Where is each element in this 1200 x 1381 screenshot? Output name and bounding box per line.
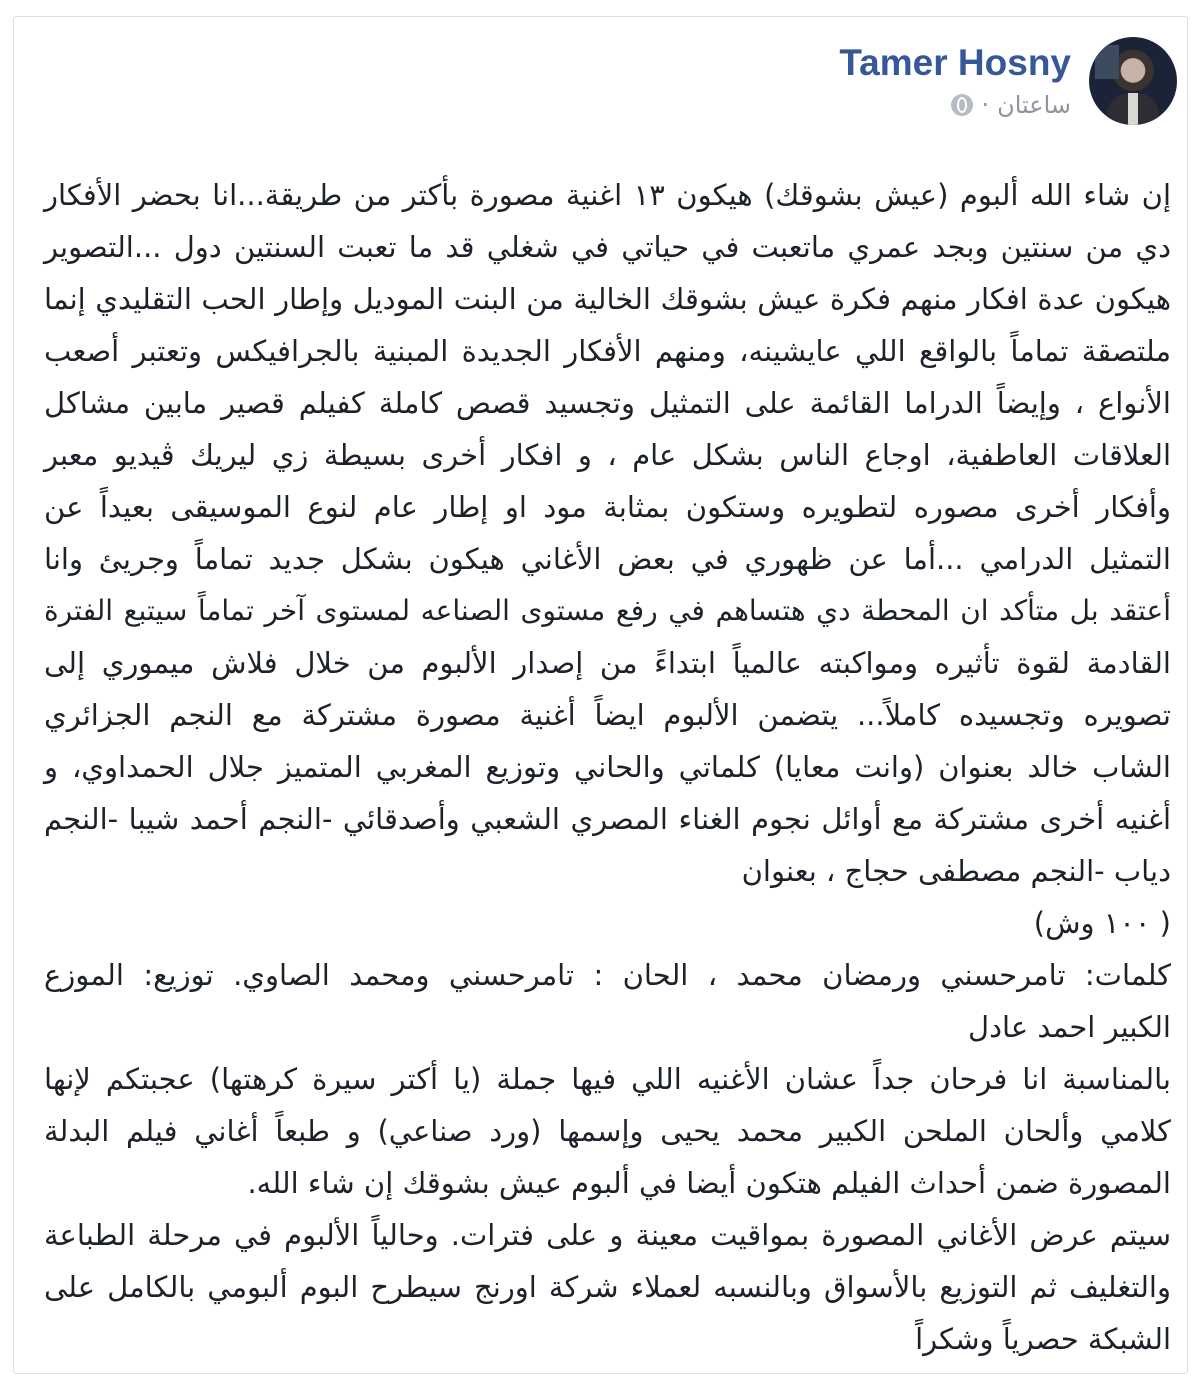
post-text-line: ( ١٠٠ وش) — [1033, 906, 1171, 940]
post-text-line: القادمة لقوة تأثيره ومواكبته عالمياً ابتداءً من إصدار الألبوم من خلال فلاش ميموري إلى — [44, 646, 1171, 680]
post-text-line: العلاقات العاطفية، اوجاع الناس بشكل عام ، و افكار أخرى بسيطة زي ليريك ڤيديو معبر — [44, 438, 1171, 472]
post-text-line: الشبكة حصرياً وشكراً — [915, 1322, 1171, 1356]
post-text-line: التمثيل الدرامي ...أما عن ظهوري في بعض الأغاني هيكون بشكل جديد تماماً وجريئ وانا — [44, 542, 1171, 576]
post-text-line: سيتم عرض الأغاني المصورة بمواقيت معينة و على فترات. وحالياً الألبوم في مرحلة الطباعة — [44, 1218, 1171, 1252]
post-text-line: دياب -النجم مصطفى حجاج ، بعنوان — [741, 854, 1171, 888]
post-text-line: الأنواع ، وإيضاً الدراما القائمة على التمثيل وتجسيد قصص كاملة كفيلم قصير مابين مشاكل — [44, 386, 1171, 420]
avatar-background-poster — [1095, 45, 1119, 79]
post-header — [839, 37, 1177, 125]
author-avatar[interactable] — [1089, 37, 1177, 125]
post-timestamp[interactable]: ساعتان — [997, 91, 1071, 119]
author-name-link[interactable]: Tamer Hosny — [839, 42, 1071, 83]
meta-separator: · — [981, 91, 990, 119]
post-text-line: إن شاء الله ألبوم (عيش بشوقك) هيكون ١٣ اغنية مصورة بأكتر من طريقة...انا بحضر الأفكار — [44, 178, 1172, 212]
post-text-line: ملتصقة تماماً بالواقع اللي عايشينه، ومنهم الأفكار الجديدة المبنية بالجرافيكس وتعتبر أصعب — [44, 334, 1171, 368]
facebook-post-card — [13, 16, 1188, 1374]
post-text-line: تصويره وتجسيده كاملاً... يتضمن الألبوم ايضاً أغنية مصورة مشتركة مع النجم الجزائري — [44, 698, 1171, 732]
globe-icon[interactable] — [951, 94, 973, 116]
post-text-line: أغنيه أخرى مشتركة مع أوائل نجوم الغناء المصري الشعبي وأصدقائي -النجم أحمد شيبا -النجم — [44, 802, 1171, 836]
post-body-text — [44, 169, 1171, 1365]
avatar-shirt — [1128, 93, 1138, 125]
post-text-line: بالمناسبة انا فرحان جداً عشان الأغنيه اللي فيها جملة (يا أكتر سيرة كرهتها) عجبتكم لإنها — [44, 1062, 1171, 1096]
post-meta — [839, 91, 1071, 119]
post-text-line: كلمات: تامرحسني ورمضان محمد ، الحان : تامرحسني ومحمد الصاوي. توزيع: الموزع — [44, 958, 1171, 992]
post-text-line: والتغليف ثم التوزيع بالأسواق وبالنسبه لعملاء شركة اورنج سيطرح البوم ألبومي بالكامل على — [44, 1270, 1171, 1304]
post-text-line: المصورة ضمن أحداث الفيلم هتكون أيضا في ألبوم عيش بشوقك إن شاء الله. — [247, 1166, 1171, 1200]
post-text-line: وأفكار أخرى مصوره لتطويره وستكون بمثابة مود او إطار عام لنوع الموسيقى بعيداً عن — [44, 490, 1171, 524]
post-text-line: كلامي وألحان الملحن الكبير محمد يحيى وإسمها (ورد صناعي) و طبعاً أغاني فيلم البدلة — [44, 1114, 1171, 1148]
post-text-line: هيكون عدة افكار منهم فكرة عيش بشوقك الخالية من البنت الموديل وإطار الحب التقليدي إنما — [44, 282, 1171, 316]
author-info — [839, 37, 1071, 119]
post-text-line: الكبير احمد عادل — [968, 1010, 1171, 1044]
post-text-line: أعتقد بل متأكد ان المحطة دي هتساهم في رفع مستوى الصناعه لمستوى آخر تماماً سيتبع الفترة — [44, 594, 1171, 627]
post-text-line: الشاب خالد بعنوان (وانت معايا) كلماتي والحاني وتوزيع المغربي المتميز جلال الحمداوي، و — [44, 750, 1171, 784]
post-text-line: دي من سنتين وبجد عمري ماتعبت في حياتي في شغلي قد ما تعبت السنتين دول ...التصوير — [44, 230, 1171, 264]
